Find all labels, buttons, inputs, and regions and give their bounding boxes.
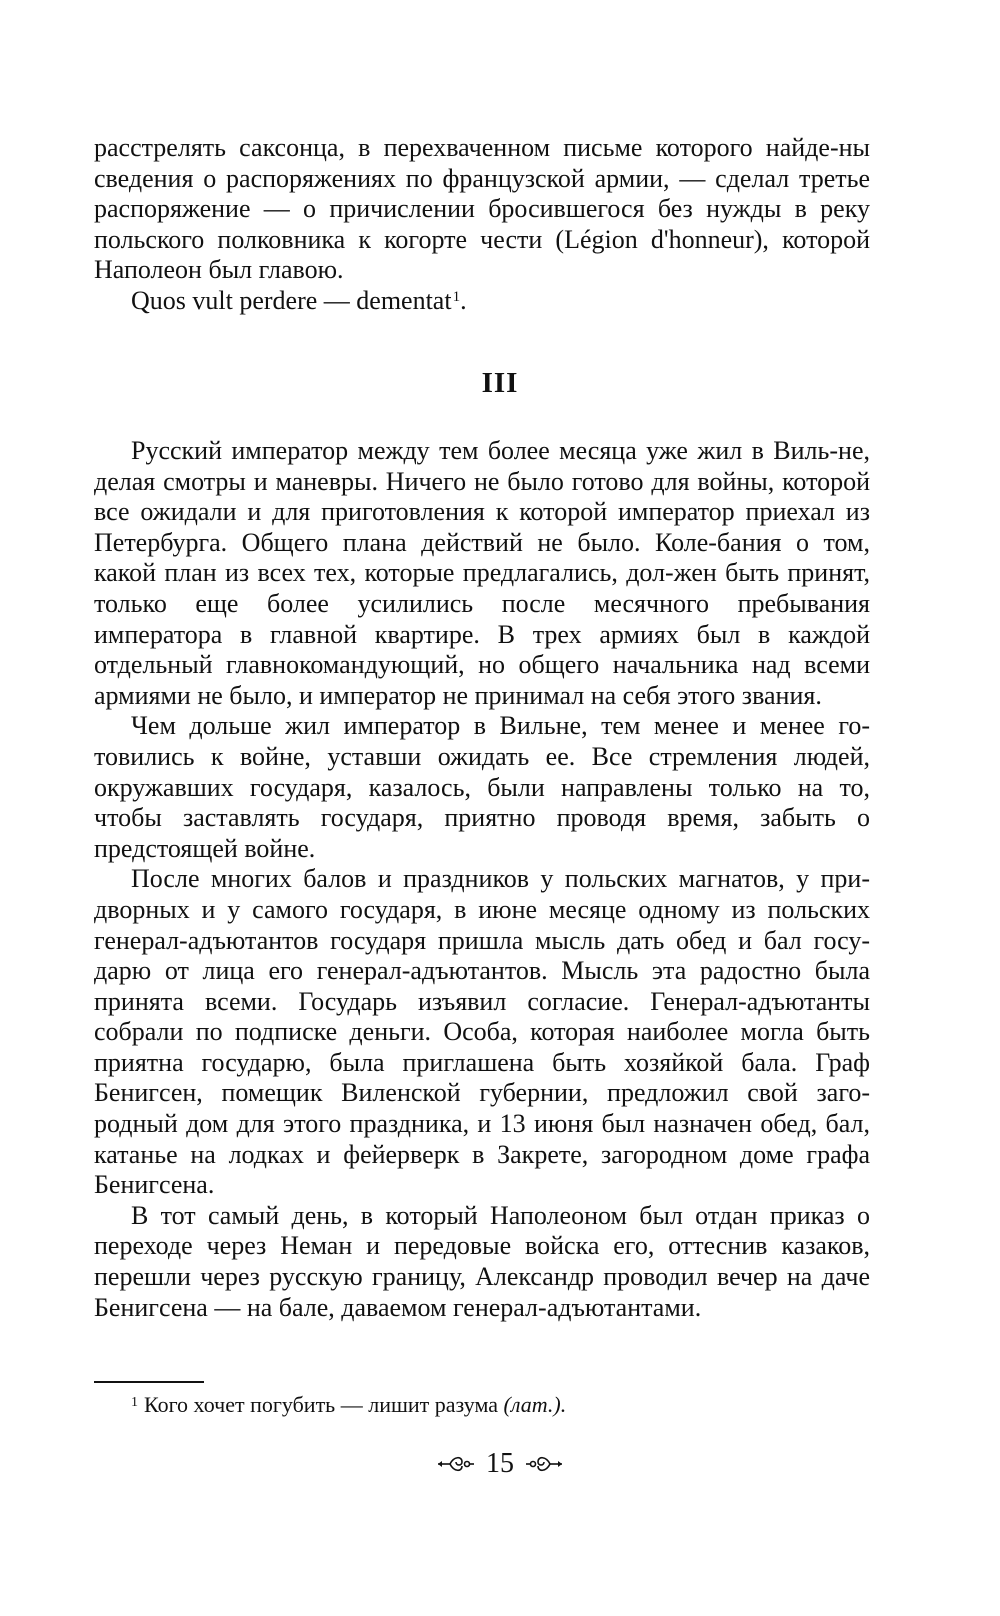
page-number: 15 — [486, 1448, 514, 1479]
text-line: собрали по подписке деньги. Особа, которая наиболее могла быть — [94, 1017, 870, 1047]
text-line: Русский император между тем более месяца уже жил в Виль- — [131, 436, 839, 465]
footnote — [131, 1391, 871, 1419]
text-line: дворных и у самого государя, в июне месяце одному из польских — [94, 894, 870, 924]
text-line: этого звания. — [677, 680, 822, 710]
text-line: графа Бенигсена. — [94, 1139, 870, 1200]
text-line: даче Бенигсена — на бале, даваемом генерал-адъютантами. — [94, 1262, 871, 1322]
text-line: Чем дольше жил император в Вильне, тем менее и менее го- — [131, 711, 870, 741]
text-line: над всеми армиями не было, и император не принимал на себя — [94, 650, 871, 710]
text-line: приятна государю, была приглашена быть хозяйкой бала. Граф — [94, 1047, 870, 1077]
text-line: которой все ожидали и для приготовления к которой император — [94, 466, 870, 527]
text-line: в реку польского полковника к когорте чести (Légion d'honneur), — [94, 194, 870, 254]
text-line: окружавших государя, казалось, были направлены только на — [94, 772, 824, 802]
footnote-mark: 1 — [131, 1395, 138, 1410]
text-line: каждой отдельный главнокомандующий, но общего начальника — [94, 619, 870, 680]
text-line: пребывания императора в главной квартире. В трех армиях был в — [94, 588, 870, 649]
text-line: бания о том, какой план из всех тех, которые предлагались, дол- — [94, 527, 870, 588]
main-text-block — [94, 436, 870, 1323]
paragraph — [94, 711, 870, 864]
text-line: расстрелять саксонца, в перехваченном письме которого найде- — [94, 133, 839, 162]
text-line: родный дом для этого праздника, и 13 июня был назначен обед, — [94, 1109, 818, 1139]
text-line: В тот самый день, в который Наполеоном был отдан приказ о — [131, 1200, 870, 1230]
paragraph — [94, 1201, 870, 1323]
quote-trailing-punctuation: . — [460, 285, 467, 315]
page-footer — [0, 1448, 1000, 1480]
paragraph — [94, 436, 870, 711]
text-line: После многих балов и праздников у польских магнатов, у при- — [131, 864, 870, 894]
text-line: приехал из Петербурга. Общего плана действий не было. Коле- — [94, 497, 870, 557]
fleuron-right-icon — [524, 1453, 564, 1475]
text-line: предстоящей войне. — [94, 833, 316, 863]
text-line: переходе через Неман и передовые войска его, оттеснив казаков, — [94, 1231, 870, 1261]
footnote-text: Кого хочет погубить — лишит разума — [144, 1392, 504, 1417]
text-line: жен быть принят, только еще более усилились после месячного — [94, 558, 870, 618]
text-line: дарю от лица его генерал-адъютантов. Мысль эта радостно была — [94, 956, 870, 986]
top-text-block — [94, 133, 870, 317]
text-line: то, чтобы заставлять государя, приятно проводя время, забыть о — [94, 772, 870, 833]
text-line: Бенигсен, помещик Виленской губернии, предложил свой заго- — [94, 1078, 870, 1108]
text-line: третье распоряжение — о причислении бросившегося без нужды — [94, 163, 871, 224]
text-line: бал, катанье на лодках и фейерверк в Закрете, загородном доме — [94, 1109, 871, 1169]
footnote-language-note: (лат.). — [503, 1392, 567, 1417]
text-line: перешли через русскую границу, Александр проводил вечер на — [94, 1262, 813, 1292]
continued-paragraph — [94, 133, 870, 286]
paragraph — [94, 864, 870, 1201]
text-line: товились к войне, уставши ожидать ее. Все стремления людей, — [94, 741, 870, 771]
text-line: ны сведения о распоряжениях по французской армии, — сделал — [94, 133, 870, 193]
text-line: генерал-адъютантов государя пришла мысль дать обед и бал госу- — [94, 925, 870, 955]
text-line: не, делая смотры и маневры. Ничего не было готово для войны, — [94, 436, 870, 496]
text-line: принята всеми. Государь изъявил согласие. Генерал-адъютанты — [94, 986, 870, 1016]
fleuron-left-icon — [436, 1453, 476, 1475]
footnote-reference[interactable]: 1 — [452, 288, 461, 305]
latin-quote — [94, 286, 870, 317]
quote-text: Quos vult perdere — dementat — [131, 285, 452, 315]
footnote-divider — [94, 1381, 204, 1383]
text-line: которой Наполеон был главою. — [94, 224, 870, 285]
chapter-heading: III — [481, 367, 519, 399]
